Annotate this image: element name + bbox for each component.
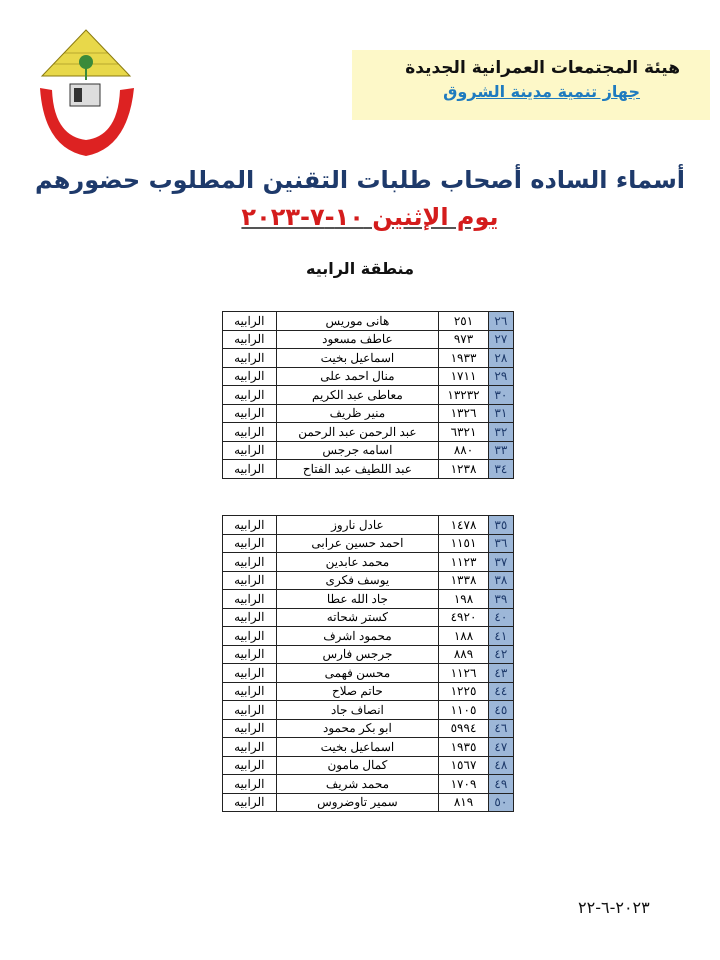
row-number: ٤٤ <box>488 682 513 701</box>
region-name: الرابيه <box>223 423 277 442</box>
table-row <box>223 738 514 757</box>
table-row <box>223 682 514 701</box>
table-row <box>223 627 514 646</box>
region-name: الرابيه <box>223 553 277 572</box>
table-row <box>223 756 514 775</box>
row-number: ٤٢ <box>488 645 513 664</box>
applicant-name: محمود اشرف <box>276 627 439 646</box>
request-code: ١١٢٣ <box>439 553 489 572</box>
organization-name: هيئة المجتمعات العمرانية الجديدة <box>405 58 680 78</box>
applicant-name: احمد حسين عرابى <box>276 534 439 553</box>
request-code: ١١٠٥ <box>439 701 489 720</box>
request-code: ١٤٧٨ <box>439 516 489 535</box>
region-name: الرابيه <box>223 534 277 553</box>
region-name: الرابيه <box>223 590 277 609</box>
applicant-name: جاد الله عطا <box>276 590 439 609</box>
applicant-name: انصاف جاد <box>276 701 439 720</box>
request-code: ٩٧٣ <box>439 330 489 349</box>
table-row <box>223 701 514 720</box>
applicant-name: محمد شريف <box>276 775 439 794</box>
table-row <box>223 349 514 368</box>
region-name: الرابيه <box>223 645 277 664</box>
request-code: ١١٢٦ <box>439 664 489 683</box>
region-name: الرابيه <box>223 664 277 683</box>
request-code: ٨١٩ <box>439 793 489 812</box>
region-name: الرابيه <box>223 608 277 627</box>
applicant-name: عبد الرحمن عبد الرحمن <box>276 423 439 442</box>
table-row <box>223 793 514 812</box>
applicants-table-1 <box>222 311 514 479</box>
row-number: ٣٣ <box>488 441 513 460</box>
applicant-name: منال احمد على <box>276 367 439 386</box>
request-code: ٨٨٠ <box>439 441 489 460</box>
region-name: الرابيه <box>223 330 277 349</box>
request-code: ١٣٢٣٢ <box>439 386 489 405</box>
request-code: ١٥٦٧ <box>439 756 489 775</box>
region-name: الرابيه <box>223 682 277 701</box>
request-code: ٨٨٩ <box>439 645 489 664</box>
table-row <box>223 423 514 442</box>
applicants-table-2 <box>222 515 514 812</box>
table-row <box>223 441 514 460</box>
date-line: يوم الإثنين ١٠-٧-٢٠٢٣ <box>241 203 499 231</box>
request-code: ١٩٣٥ <box>439 738 489 757</box>
row-number: ٢٧ <box>488 330 513 349</box>
row-number: ٣٩ <box>488 590 513 609</box>
region-name: الرابيه <box>223 571 277 590</box>
region-name: الرابيه <box>223 441 277 460</box>
request-code: ١٩٣٣ <box>439 349 489 368</box>
request-code: ١٢٣٨ <box>439 460 489 479</box>
region-name: الرابيه <box>223 386 277 405</box>
applicant-name: هانى موريس <box>276 312 439 331</box>
table-row <box>223 664 514 683</box>
request-code: ٥٩٩٤ <box>439 719 489 738</box>
table-row <box>223 775 514 794</box>
row-number: ٤١ <box>488 627 513 646</box>
row-number: ٥٠ <box>488 793 513 812</box>
row-number: ٣٢ <box>488 423 513 442</box>
region-name: الرابيه <box>223 404 277 423</box>
table-row <box>223 367 514 386</box>
row-number: ٤٠ <box>488 608 513 627</box>
row-number: ٤٣ <box>488 664 513 683</box>
applicant-name: ابو بكر محمود <box>276 719 439 738</box>
applicant-name: محمد عابدين <box>276 553 439 572</box>
table-row <box>223 386 514 405</box>
table-row <box>223 460 514 479</box>
table-row <box>223 719 514 738</box>
applicant-name: عبد اللطيف عبد الفتاح <box>276 460 439 479</box>
table-row <box>223 534 514 553</box>
row-number: ٤٥ <box>488 701 513 720</box>
row-number: ٢٩ <box>488 367 513 386</box>
table-row <box>223 404 514 423</box>
row-number: ٤٨ <box>488 756 513 775</box>
region-title: منطقة الرابيه <box>306 259 414 278</box>
applicant-name: اسامه جرجس <box>276 441 439 460</box>
request-code: ١٣٣٨ <box>439 571 489 590</box>
request-code: ١٢٢٥ <box>439 682 489 701</box>
row-number: ٢٦ <box>488 312 513 331</box>
region-name: الرابيه <box>223 627 277 646</box>
region-name: الرابيه <box>223 367 277 386</box>
request-code: ١٣٢٦ <box>439 404 489 423</box>
region-name: الرابيه <box>223 349 277 368</box>
header-box <box>352 50 710 120</box>
footer-date: ٢٠٢٣-٦-٢٢ <box>578 898 650 917</box>
table-row <box>223 553 514 572</box>
authority-name: جهاز تنمية مدينة الشروق <box>443 82 640 101</box>
applicant-name: عادل ناروز <box>276 516 439 535</box>
applicant-name: يوسف فكرى <box>276 571 439 590</box>
applicant-name: جرجس فارس <box>276 645 439 664</box>
applicant-name: سمير تاوضروس <box>276 793 439 812</box>
shorouk-logo <box>34 28 139 163</box>
applicant-name: معاطى عبد الكريم <box>276 386 439 405</box>
row-number: ٣٥ <box>488 516 513 535</box>
row-number: ٤٧ <box>488 738 513 757</box>
region-name: الرابيه <box>223 312 277 331</box>
applicant-name: اسماعيل بخيت <box>276 349 439 368</box>
applicant-name: كستر شحاته <box>276 608 439 627</box>
applicant-name: اسماعيل بخيت <box>276 738 439 757</box>
region-name: الرابيه <box>223 738 277 757</box>
region-name: الرابيه <box>223 460 277 479</box>
table-row <box>223 330 514 349</box>
request-code: ٤٩٢٠ <box>439 608 489 627</box>
row-number: ٤٩ <box>488 775 513 794</box>
applicant-name: محسن فهمى <box>276 664 439 683</box>
region-name: الرابيه <box>223 775 277 794</box>
applicant-name: حاتم صلاح <box>276 682 439 701</box>
document-title: أسماء الساده أصحاب طلبات التقنين المطلوب حضورهم <box>34 166 686 194</box>
request-code: ١٧٠٩ <box>439 775 489 794</box>
request-code: ٢٥١ <box>439 312 489 331</box>
table-row <box>223 608 514 627</box>
row-number: ٣١ <box>488 404 513 423</box>
row-number: ٣٦ <box>488 534 513 553</box>
table-row <box>223 590 514 609</box>
region-name: الرابيه <box>223 719 277 738</box>
request-code: ٦٣٢١ <box>439 423 489 442</box>
row-number: ٣٧ <box>488 553 513 572</box>
table-row <box>223 516 514 535</box>
request-code: ١٨٨ <box>439 627 489 646</box>
row-number: ٣٨ <box>488 571 513 590</box>
row-number: ٤٦ <box>488 719 513 738</box>
region-name: الرابيه <box>223 793 277 812</box>
region-name: الرابيه <box>223 756 277 775</box>
row-number: ٣٤ <box>488 460 513 479</box>
table-row <box>223 571 514 590</box>
row-number: ٢٨ <box>488 349 513 368</box>
row-number: ٣٠ <box>488 386 513 405</box>
region-name: الرابيه <box>223 516 277 535</box>
region-name: الرابيه <box>223 701 277 720</box>
request-code: ١٩٨ <box>439 590 489 609</box>
request-code: ١٧١١ <box>439 367 489 386</box>
table-row <box>223 645 514 664</box>
applicant-name: منير ظريف <box>276 404 439 423</box>
applicant-name: كمال مامون <box>276 756 439 775</box>
request-code: ١١٥١ <box>439 534 489 553</box>
table-row <box>223 312 514 331</box>
applicant-name: عاطف مسعود <box>276 330 439 349</box>
